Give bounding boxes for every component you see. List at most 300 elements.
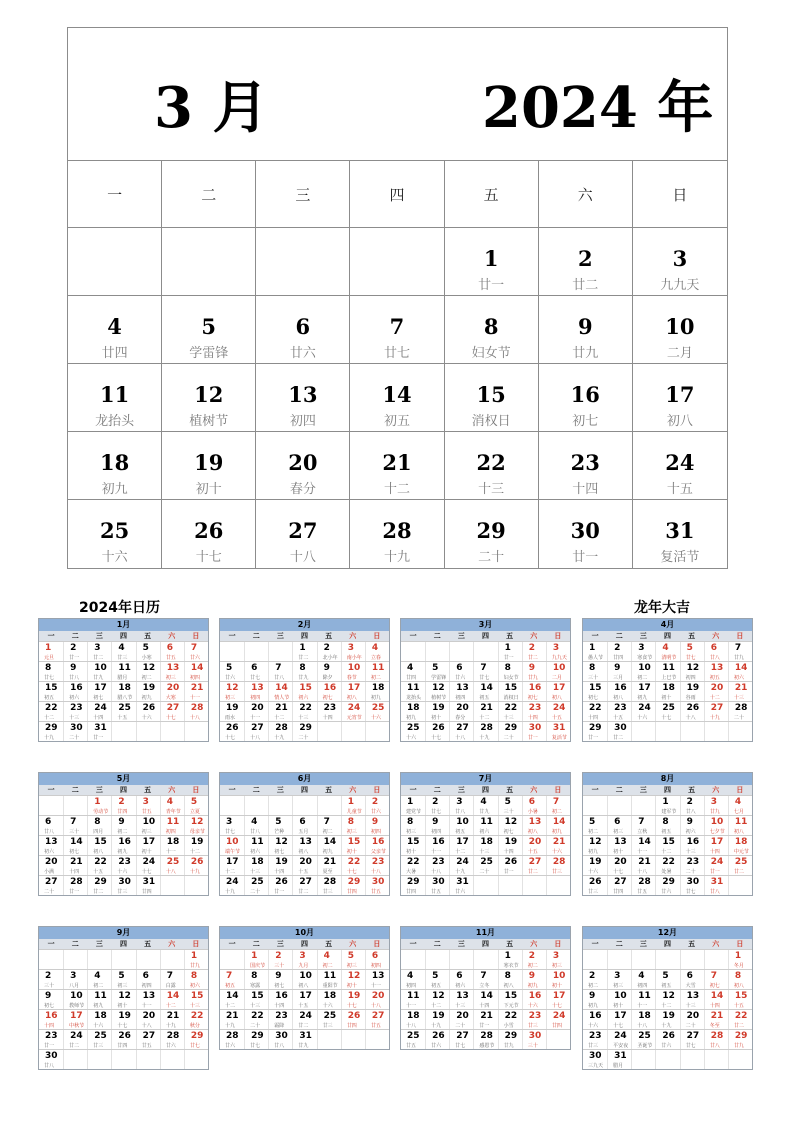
mini-day-cell	[655, 682, 679, 701]
mini-day-cell	[244, 876, 268, 895]
mini-day-number: 23	[118, 857, 131, 867]
mini-day-lunar: 初二	[322, 829, 333, 835]
day-lunar-label: 十九	[383, 550, 410, 565]
mini-month-calendar	[400, 926, 571, 1050]
mini-day-number: 25	[251, 877, 264, 887]
mini-day-lunar: 初三	[346, 829, 357, 835]
mini-weekday-label: 一	[591, 632, 599, 640]
mini-day-number: 11	[323, 971, 337, 981]
mini-week-row	[583, 661, 752, 681]
mini-week-row	[39, 701, 208, 721]
mini-day-number: 6	[710, 643, 717, 653]
mini-day-lunar: 初七	[44, 1003, 55, 1009]
mini-day-number: 5	[347, 951, 354, 961]
mini-day-number: 3	[552, 951, 560, 961]
mini-day-cell	[365, 642, 389, 661]
mini-day-lunar: 三九天	[588, 1063, 604, 1069]
day-cell	[633, 432, 727, 500]
mini-day-lunar: 廿九	[298, 1043, 309, 1049]
mini-day-lunar: 廿四	[346, 889, 357, 895]
mini-day-number: 21	[638, 857, 651, 867]
mini-day-lunar: 十三	[733, 695, 744, 701]
mini-day-number: 6	[456, 971, 463, 981]
mini-day-number: 10	[552, 971, 566, 981]
mini-day-lunar: 十二	[479, 715, 490, 721]
mini-day-cell	[631, 856, 655, 875]
mini-day-number: 27	[710, 703, 724, 713]
mini-day-cell	[365, 990, 389, 1009]
mini-day-lunar: 初五	[661, 829, 672, 835]
mini-day-number: 5	[432, 971, 439, 981]
mini-day-number: 14	[552, 817, 566, 827]
mini-day-lunar: 初二	[322, 963, 333, 969]
mini-day-lunar: 廿五	[637, 889, 648, 895]
mini-day-lunar: 廿二	[298, 889, 309, 895]
mini-day-number: 16	[686, 837, 700, 847]
mini-day-cell	[292, 796, 316, 815]
mini-day-lunar: 十三	[455, 1003, 466, 1009]
mini-day-lunar: 廿一	[588, 735, 599, 741]
mini-day-lunar: 十七	[165, 715, 176, 721]
mini-day-number: 13	[371, 971, 385, 981]
mini-weekday-label: 二	[433, 632, 441, 640]
mini-day-number: 5	[226, 663, 233, 673]
mini-day-cell	[473, 722, 497, 741]
mini-day-number: 2	[686, 797, 693, 807]
mini-day-number: 21	[166, 1011, 180, 1021]
mini-day-number: 7	[275, 663, 282, 673]
mini-day-cell	[704, 970, 728, 989]
mini-day-cell	[220, 836, 244, 855]
mini-day-cell	[607, 1030, 631, 1049]
mini-day-lunar: 白露	[165, 983, 176, 989]
mini-day-cell	[473, 856, 497, 875]
mini-week-row	[39, 855, 208, 875]
mini-day-lunar: 十六	[588, 869, 599, 875]
mini-day-cell	[728, 722, 752, 741]
mini-day-cell	[111, 722, 135, 741]
mini-day-number: 4	[371, 643, 379, 653]
mini-day-number: 29	[504, 1031, 518, 1041]
mini-day-number: 2	[589, 971, 596, 981]
mini-day-cell	[136, 990, 160, 1009]
mini-day-cell	[473, 662, 497, 681]
mini-day-cell	[680, 702, 704, 721]
day-cell	[350, 364, 444, 432]
mini-day-lunar: 初十	[117, 1003, 128, 1009]
mini-day-lunar: 初九	[588, 1003, 599, 1009]
mini-day-cell	[220, 796, 244, 815]
mini-day-cell	[111, 642, 135, 661]
mini-day-lunar: 初四	[370, 829, 381, 835]
day-cell	[68, 228, 162, 296]
mini-day-lunar: 十三	[250, 1003, 261, 1009]
mini-day-cell	[244, 970, 268, 989]
mini-day-cell	[631, 642, 655, 661]
mini-day-lunar: 十四	[527, 715, 538, 721]
mini-month-title: 8月	[583, 773, 752, 785]
mini-day-cell	[160, 662, 184, 681]
mini-week-row	[583, 835, 752, 855]
mini-day-number: 9	[323, 663, 330, 673]
mini-day-number: 9	[45, 991, 52, 1001]
mini-day-cell	[680, 950, 704, 969]
mini-day-cell	[473, 796, 497, 815]
mini-day-number: 24	[638, 703, 651, 713]
mini-weekday-label: 日	[736, 632, 744, 640]
mini-day-cell	[317, 970, 341, 989]
mini-day-lunar: 廿五	[141, 809, 152, 815]
mini-week-row	[401, 815, 570, 835]
mini-day-lunar: 中元节	[733, 849, 749, 855]
mini-day-number: 6	[371, 951, 379, 961]
mini-day-cell	[220, 876, 244, 895]
mini-weekday-label: 四	[300, 632, 308, 640]
mini-day-cell	[498, 682, 522, 701]
mini-day-cell	[680, 816, 704, 835]
mini-day-cell	[341, 876, 365, 895]
mini-day-number: 16	[528, 991, 542, 1001]
mini-day-number: 10	[142, 817, 156, 827]
mini-day-lunar: 八月	[69, 983, 80, 989]
day-lunar-label: 十六	[101, 550, 128, 565]
mini-day-number: 16	[118, 837, 131, 847]
mini-day-cell	[704, 1030, 728, 1049]
mini-day-lunar: 芒种	[274, 829, 285, 835]
mini-weekday-label: 三	[276, 940, 284, 948]
mini-weekday-label: 四	[481, 632, 489, 640]
mini-day-lunar: 十二	[165, 1003, 176, 1009]
mini-day-lunar: 小暑	[527, 809, 538, 815]
mini-day-cell	[341, 642, 365, 661]
mini-day-number: 5	[662, 971, 669, 981]
mini-day-number: 7	[70, 817, 77, 827]
mini-day-lunar: 建军节	[661, 809, 677, 815]
mini-day-number: 24	[299, 1011, 312, 1021]
mini-weekday-label: 三	[276, 786, 284, 794]
day-number: 31	[665, 518, 695, 543]
mini-day-lunar: 圣诞节	[637, 1043, 653, 1049]
mini-day-cell	[317, 642, 341, 661]
mini-day-number: 1	[504, 951, 511, 961]
mini-month-calendar	[400, 772, 571, 896]
mini-day-lunar: 初六	[685, 829, 696, 835]
mini-day-cell	[546, 856, 570, 875]
mini-day-number: 3	[614, 971, 621, 981]
day-number: 7	[389, 314, 405, 339]
day-number: 2	[577, 246, 593, 271]
mini-month-calendar	[582, 618, 753, 742]
mini-day-lunar: 腊月	[117, 675, 128, 681]
mini-day-lunar: 初九	[117, 849, 128, 855]
mini-day-cell	[87, 722, 111, 741]
mini-day-cell	[631, 836, 655, 855]
mini-weekday-label: 二	[252, 632, 260, 640]
mini-day-lunar: 三十	[274, 963, 285, 969]
mini-day-number: 21	[226, 1011, 239, 1021]
mini-weekday-label: 五	[506, 632, 514, 640]
mini-day-lunar: 初三	[613, 983, 624, 989]
mini-day-number: 5	[686, 643, 693, 653]
mini-day-cell	[704, 682, 728, 701]
day-lunar-label: 学雷锋	[189, 346, 229, 361]
mini-day-lunar: 十七	[613, 869, 624, 875]
mini-day-number: 13	[45, 837, 58, 847]
mini-day-lunar: 初四	[141, 983, 152, 989]
day-number: 12	[194, 382, 224, 407]
mini-day-lunar: 十八	[455, 735, 466, 741]
mini-day-lunar: 元宵节	[346, 715, 362, 721]
mini-week-row	[220, 721, 389, 741]
mini-day-number: 17	[552, 683, 566, 693]
mini-day-cell	[425, 702, 449, 721]
mini-day-cell	[401, 722, 425, 741]
mini-day-cell	[655, 1010, 679, 1029]
mini-weekday-label: 日	[192, 940, 200, 948]
mini-day-cell	[244, 796, 268, 815]
mini-day-cell	[184, 722, 208, 741]
mini-day-number: 27	[166, 703, 180, 713]
mini-day-cell	[87, 642, 111, 661]
mini-day-cell	[546, 722, 570, 741]
mini-day-lunar: 廿六	[455, 889, 466, 895]
mini-day-number: 25	[118, 703, 131, 713]
mini-day-lunar: 廿五	[370, 1023, 381, 1029]
mini-day-lunar: 十三	[503, 715, 514, 721]
mini-day-number: 26	[432, 723, 445, 733]
mini-day-cell	[365, 970, 389, 989]
mini-week-row	[583, 949, 752, 969]
mini-day-cell	[583, 1030, 607, 1049]
mini-day-cell	[111, 816, 135, 835]
day-number: 17	[665, 382, 695, 407]
mini-week-row	[39, 875, 208, 895]
mini-day-cell	[680, 796, 704, 815]
mini-day-lunar: 十三	[189, 1003, 200, 1009]
mini-day-cell	[607, 816, 631, 835]
mini-weekday-label: 四	[663, 786, 671, 794]
mini-day-number: 12	[686, 663, 700, 673]
mini-day-cell	[655, 702, 679, 721]
mini-day-number: 3	[94, 643, 101, 653]
mini-weekday-label: 六	[349, 786, 357, 794]
mini-day-cell	[425, 796, 449, 815]
mini-day-lunar: 初六	[298, 695, 309, 701]
mini-day-cell	[546, 990, 570, 1009]
mini-day-lunar: 初四	[189, 675, 200, 681]
mini-weekday-row	[39, 939, 208, 949]
mini-day-cell	[268, 970, 292, 989]
mini-day-lunar: 初七	[588, 695, 599, 701]
mini-day-number: 6	[166, 643, 173, 653]
mini-day-number: 8	[504, 971, 511, 981]
mini-day-number: 12	[347, 971, 361, 981]
mini-day-lunar: 初三	[141, 829, 152, 835]
mini-day-cell	[425, 682, 449, 701]
mini-day-number: 22	[662, 857, 675, 867]
mini-day-lunar: 十四	[588, 715, 599, 721]
mini-weekday-row	[39, 631, 208, 641]
mini-weekday-label: 一	[228, 940, 236, 948]
mini-day-cell	[268, 682, 292, 701]
mini-day-number: 2	[371, 797, 379, 807]
day-cell	[256, 500, 350, 568]
mini-day-number: 18	[407, 1011, 420, 1021]
mini-day-lunar: 廿九	[527, 675, 538, 681]
day-number: 27	[288, 518, 318, 543]
mini-day-cell	[365, 1010, 389, 1029]
mini-day-cell	[583, 1050, 607, 1069]
mini-day-number: 12	[432, 683, 445, 693]
mini-week-row	[401, 949, 570, 969]
mini-day-number: 1	[504, 643, 511, 653]
day-number: 20	[288, 450, 318, 475]
mini-day-lunar: 夏至	[322, 869, 333, 875]
mini-day-lunar: 廿九	[189, 963, 200, 969]
mini-day-cell	[449, 702, 473, 721]
mini-day-cell	[220, 662, 244, 681]
day-lunar-label: 二十	[478, 550, 505, 565]
day-cell	[445, 432, 539, 500]
mini-day-number: 25	[407, 723, 420, 733]
mini-day-lunar: 十六	[322, 1003, 333, 1009]
mini-day-cell	[522, 970, 546, 989]
mini-day-lunar: 廿八	[274, 675, 285, 681]
mini-day-cell	[292, 990, 316, 1009]
mini-day-number: 5	[190, 797, 198, 807]
mini-day-cell	[184, 642, 208, 661]
day-number: 23	[570, 450, 600, 475]
mini-day-lunar: 小满	[44, 869, 55, 875]
mini-day-number: 16	[371, 837, 385, 847]
day-lunar-label: 十四	[572, 482, 599, 497]
mini-day-number: 20	[614, 857, 627, 867]
mini-weekday-label: 三	[457, 940, 465, 948]
mini-day-lunar: 七夕节	[709, 829, 725, 835]
mini-day-cell	[449, 642, 473, 661]
mini-day-cell	[341, 816, 365, 835]
mini-day-cell	[546, 642, 570, 661]
mini-day-lunar: 青年节	[165, 809, 181, 815]
mini-day-cell	[522, 836, 546, 855]
day-cell	[256, 364, 350, 432]
mini-day-cell	[449, 722, 473, 741]
mini-day-cell	[498, 722, 522, 741]
mini-day-lunar: 廿六	[165, 1043, 176, 1049]
mini-day-cell	[87, 702, 111, 721]
mini-day-lunar: 初四	[165, 829, 176, 835]
mini-day-lunar: 十一	[141, 1003, 152, 1009]
mini-day-lunar: 初三	[346, 963, 357, 969]
day-number: 13	[288, 382, 318, 407]
day-number: 22	[476, 450, 506, 475]
mini-day-number: 18	[323, 991, 337, 1001]
mini-weekday-label: 五	[506, 940, 514, 948]
mini-day-number: 29	[45, 723, 58, 733]
mini-day-lunar: 十一	[431, 849, 442, 855]
mini-day-cell	[546, 702, 570, 721]
mini-day-number: 26	[226, 723, 239, 733]
mini-day-cell	[522, 682, 546, 701]
mini-day-lunar: 三十	[44, 983, 55, 989]
day-cell	[68, 500, 162, 568]
calendar-header	[68, 28, 727, 161]
day-lunar-label: 十八	[289, 550, 316, 565]
mini-day-lunar: 十二	[661, 1003, 672, 1009]
mini-weekday-label: 一	[409, 940, 417, 948]
year-calendar-title: 2024年日历	[79, 600, 160, 616]
mini-day-lunar: 南小年	[346, 655, 362, 661]
day-lunar-label: 春分	[289, 482, 316, 497]
mini-day-cell	[365, 950, 389, 969]
day-number: 19	[194, 450, 224, 475]
mini-day-number: 20	[45, 857, 58, 867]
mini-day-cell	[160, 722, 184, 741]
mini-day-cell	[39, 1050, 63, 1069]
mini-day-number: 7	[166, 971, 173, 981]
mini-day-cell	[401, 990, 425, 1009]
day-lunar-label: 廿二	[572, 278, 599, 293]
mini-day-cell	[498, 796, 522, 815]
mini-day-cell	[111, 796, 135, 815]
mini-day-number: 21	[275, 703, 288, 713]
mini-day-lunar: 廿四	[141, 889, 152, 895]
mini-day-cell	[63, 642, 87, 661]
mini-day-lunar: 初六	[189, 983, 200, 989]
mini-day-cell	[401, 702, 425, 721]
mini-day-cell	[546, 950, 570, 969]
mini-day-lunar: 廿三	[117, 655, 128, 661]
mini-day-lunar: 廿四	[346, 1023, 357, 1029]
mini-day-cell	[39, 950, 63, 969]
mini-day-number: 11	[407, 991, 420, 1001]
mini-week-row	[39, 835, 208, 855]
mini-day-number: 4	[480, 797, 487, 807]
mini-week-row	[401, 701, 570, 721]
mini-day-lunar: 初十	[346, 983, 357, 989]
mini-day-lunar: 廿七	[44, 675, 55, 681]
mini-weekday-label: 六	[349, 632, 357, 640]
mini-day-number: 24	[456, 857, 469, 867]
mini-week-row	[583, 701, 752, 721]
mini-day-cell	[449, 1030, 473, 1049]
mini-day-lunar: 廿二	[93, 889, 104, 895]
mini-day-cell	[607, 796, 631, 815]
mini-day-lunar: 廿四	[117, 1043, 128, 1049]
mini-week-row	[583, 681, 752, 701]
mini-day-number: 6	[299, 817, 306, 827]
mini-day-number: 19	[118, 1011, 131, 1021]
mini-day-number: 1	[662, 797, 669, 807]
mini-day-number: 2	[528, 643, 535, 653]
mini-day-cell	[111, 876, 135, 895]
mini-day-number: 16	[45, 1011, 58, 1021]
mini-day-cell	[39, 642, 63, 661]
day-cell	[162, 500, 256, 568]
mini-day-cell	[63, 1050, 87, 1069]
mini-day-cell	[87, 876, 111, 895]
mini-day-number: 19	[190, 837, 204, 847]
day-lunar-label: 初七	[572, 414, 599, 429]
mini-day-cell	[631, 662, 655, 681]
mini-day-number: 16	[614, 683, 627, 693]
mini-day-cell	[728, 856, 752, 875]
mini-day-cell	[425, 950, 449, 969]
mini-day-lunar: 十八	[637, 869, 648, 875]
mini-day-number: 28	[70, 877, 83, 887]
mini-day-number: 24	[710, 857, 724, 867]
mini-day-lunar: 初三	[225, 695, 236, 701]
